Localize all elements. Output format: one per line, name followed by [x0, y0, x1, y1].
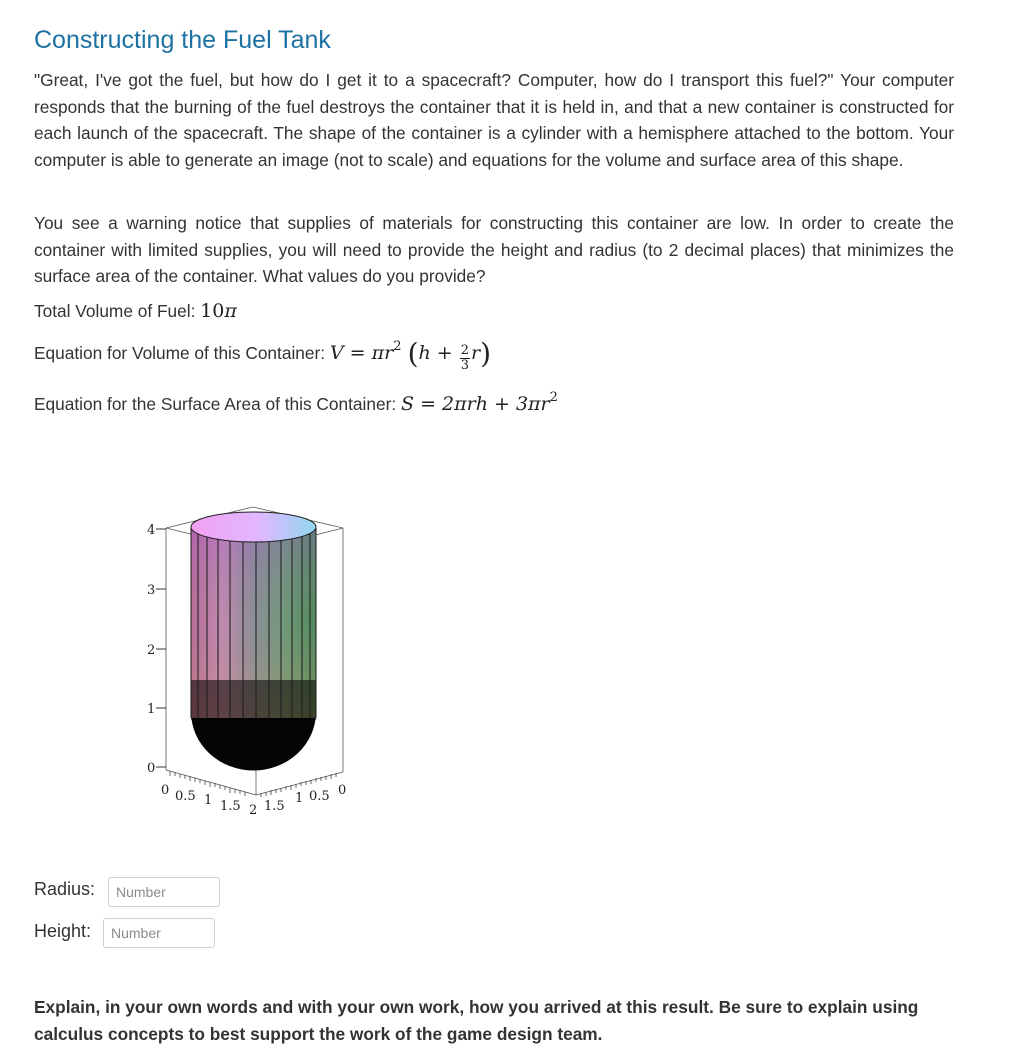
x-tick-label: 2 [249, 803, 258, 818]
radius-label: Radius: [34, 879, 96, 899]
z-tick-label: 0 [147, 761, 156, 776]
page-title: Constructing the Fuel Tank [34, 26, 331, 54]
volume-equation-label: Equation for Volume of this Container: [34, 343, 326, 363]
volume-equation-line [34, 337, 491, 373]
y-tick-label: 0 [338, 783, 347, 798]
surface-equation-label: Equation for the Surface Area of this Container: [34, 394, 397, 414]
z-tick-label: 3 [147, 583, 156, 598]
fuel-volume-line [34, 300, 237, 322]
z-axis [147, 523, 155, 776]
x-tick-label: 1 [204, 793, 213, 808]
height-label: Height: [34, 921, 92, 941]
x-tick-label: 0 [161, 783, 170, 798]
x-tick-label: 1.5 [220, 799, 241, 814]
y-tick-label: 1 [295, 791, 304, 806]
y-tick-label: 0.5 [309, 789, 330, 804]
cylinder-top-cap [191, 512, 316, 542]
height-input[interactable] [103, 918, 215, 948]
y-axis [264, 783, 346, 814]
explain-prompt: Explain, in your own words and with your own work, how you arrived at this result. Be sure to explain using calculus concepts to best support the work of the game design team. [34, 997, 919, 1044]
surface-equation: $S = 2\pi rh + 3\pi r^2$ [400, 390, 558, 415]
hemisphere-bottom [191, 712, 316, 770]
task-paragraph: You see a warning notice that supplies of materials for constructing this container are low. In order to create the container with limited supplies, you will need to provide the height and radius (to 2 decimal places) that minimizes the surface area of the container. What values do you provide? [34, 213, 954, 287]
z-tick-label: 2 [147, 643, 156, 658]
radius-input[interactable] [108, 877, 220, 907]
y-tick-label: 1.5 [264, 799, 285, 814]
x-axis [161, 783, 257, 818]
fraction-two-thirds: $\frac{2}{3}$ [460, 343, 470, 373]
z-tick-label: 4 [147, 523, 156, 538]
z-tick-label: 1 [147, 702, 156, 717]
x-tick-label: 0.5 [175, 789, 196, 804]
intro-paragraph: "Great, I've got the fuel, but how do I get it to a spacecraft? Computer, how do I transport this fuel?" Your computer responds that the burning of the fuel destroys the container that it is held in, and that a new container is constructed for each launch of the spacecraft. The shape of the container is a cylinder with a hemisphere attached to the bottom. Your computer is able to generate an image (not to scale) and equations for the volume and surface area of this shape. [34, 70, 954, 171]
fuel-volume-label: Total Volume of Fuel: [34, 301, 196, 321]
fuel-volume-value: 10π [200, 300, 237, 322]
surface-equation-line [34, 390, 558, 415]
volume-equation: $V = \pi r^2$ (h + $\frac{2}{3}$ r) [329, 337, 492, 373]
fuel-tank-3d-plot [140, 500, 360, 820]
